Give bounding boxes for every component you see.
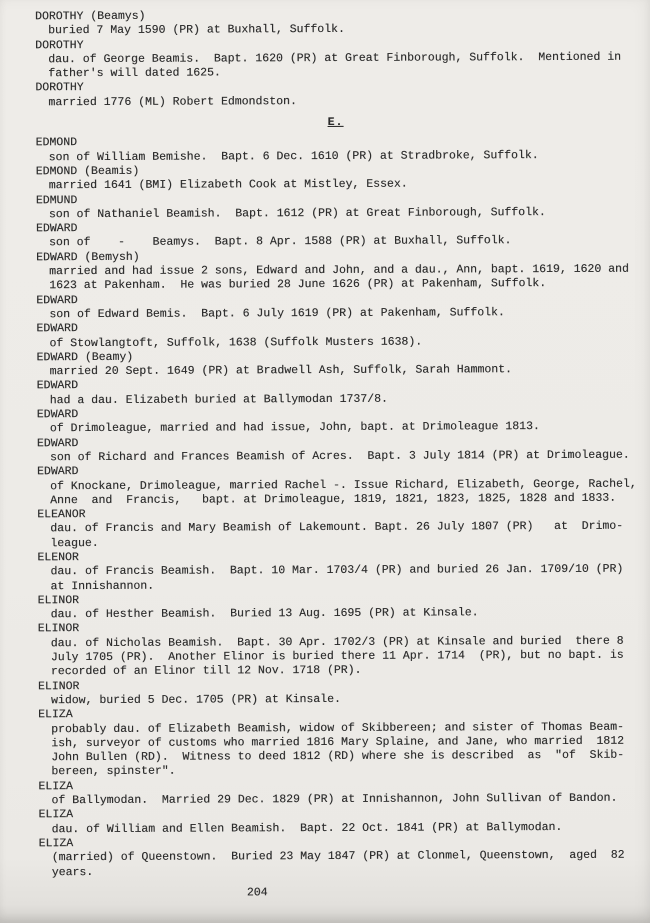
genealogy-entry (2, 406, 650, 437)
entry-name: EDWARD (36, 408, 79, 422)
genealogy-entry (1, 191, 650, 222)
genealogy-entry (2, 506, 650, 552)
genealogy-entry (1, 134, 650, 165)
entry-name: ELIZA (38, 708, 73, 722)
entry-line: dau. of Francis Beamish. Bapt. 10 Mar. 1703/4 (PR) and buried 26 Jan. 1709/10 (PR) (50, 562, 624, 579)
entry-line: son of William Bemishe. Bapt. 6 Dec. 1610 (PR) at Stradbroke, Suffolk. (48, 148, 539, 164)
entry-line: dau. of Nicholas Beamish. Bapt. 30 Apr. 1702/3 (PR) at Kinsale and buried there 8 (50, 634, 624, 650)
entry-line: son of Richard and Frances Beamish of Acres. Bapt. 3 July 1814 (PR) at Drimoleague. (49, 448, 630, 465)
entry-name: EDWARD (36, 293, 78, 307)
entry-line: married 20 Sept. 1649 (PR) at Bradwell Ash, Suffolk, Sarah Hammont. (49, 363, 512, 379)
entry-line: probably dau. of Elizabeth Beamish, widow of Skibbereen; and sister of Thomas Beam- (51, 720, 624, 736)
genealogy-entry (3, 806, 650, 837)
genealogy-entry (3, 677, 650, 708)
entry-line: son of - Beamys. Bapt. 8 Apr. 1588 (PR) at Buxhall, Suffolk. (48, 234, 512, 250)
genealogy-entry (1, 220, 650, 251)
genealogy-entry (3, 706, 650, 780)
entry-name: EDWARD (36, 322, 78, 336)
entry-name: ELIZA (38, 779, 73, 793)
entry-name: ELENOR (37, 551, 79, 565)
genealogy-entry (3, 620, 650, 680)
entry-name: ELINOR (37, 593, 80, 608)
entry-name: EDWARD (35, 222, 78, 236)
entry-line: dau. of George Beamis. Bapt. 1620 (PR) at Great Finborough, Suffolk. Mentioned in (48, 50, 622, 67)
entry-line: (married) of Queenstown. Buried 23 May 1847 (PR) at Clonmel, Queenstown, aged 82 (51, 848, 625, 865)
entry-name: EDWARD (36, 379, 79, 393)
genealogy-entry (1, 348, 650, 379)
entry-line: Anne and Francis, bapt. at Drimoleague, 1819, 1821, 1823, 1825, 1828 and 1833. (50, 491, 617, 508)
genealogy-entry (1, 291, 650, 322)
entry-name: DOROTHY (35, 81, 84, 95)
entry-list-top (0, 8, 650, 111)
entry-line: dau. of Francis and Mary Beamish of Lakemount. Bapt. 26 July 1807 (PR) at Drimo- (50, 520, 624, 536)
entry-line: years. (51, 865, 94, 879)
entry-line: dau. of Hesther Beamish. Buried 13 Aug. 1695 (PR) at Kinsale. (50, 606, 479, 622)
entry-list-main (1, 134, 650, 880)
entry-line: recorded of an Elinor till 12 Nov. 1718 (PR). (50, 664, 362, 679)
entry-line: married and had issue 2 sons, Edward and John, and a dau., Ann, bapt. 1619, 1620 and (49, 262, 629, 279)
entry-line: July 1705 (PR). Another Elinor is buried there 11 Apr. 1714 (PR), but no bapt. is (50, 648, 624, 665)
entry-name: EDWARD (Bemysh) (36, 250, 140, 265)
genealogy-entry (2, 434, 650, 465)
genealogy-entry (1, 248, 650, 294)
entry-line: 1623 at Pakenham. He was buried 28 June 1626 (PR) at Pakenham, Suffolk. (49, 277, 547, 293)
section-heading: E. (327, 115, 344, 130)
entry-line: married 1641 (BMI) Elizabeth Cook at Mistley, Essex. (48, 177, 408, 193)
entry-name: EDWARD (36, 465, 79, 479)
entry-name: EDWARD (Beamy) (36, 350, 134, 365)
entry-line: at Innishannon. (50, 579, 155, 593)
entry-name: ELEANOR (37, 508, 86, 522)
genealogy-entry (1, 320, 650, 351)
genealogy-entry (4, 834, 650, 880)
entry-name: ELINOR (37, 679, 80, 693)
entry-line: dau. of William and Ellen Beamish. Bapt. 22 Oct. 1841 (PR) at Ballymodan. (51, 820, 563, 836)
entry-line: bereen, spinster". (51, 765, 176, 779)
genealogy-entry (2, 549, 650, 595)
entry-line: of Drimoleague, married and had issue, John, bapt. at Drimoleague 1813. (49, 420, 540, 436)
entry-name: EDMOND (Beamis) (35, 164, 140, 179)
entry-line: buried 7 May 1590 (PR) at Buxhall, Suffolk. (48, 23, 345, 38)
entry-line: ish, surveyor of customs who married 1816 Mary Splaine, and Jane, who married 1812 (51, 734, 625, 751)
genealogy-entry (3, 591, 650, 622)
entry-line: son of Nathaniel Beamish. Bapt. 1612 (PR) at Great Finborough, Suffolk. (48, 205, 546, 222)
entry-line: widow, buried 5 Dec. 1705 (PR) at Kinsale. (50, 692, 341, 708)
entry-line: father's will dated 1625. (48, 66, 221, 81)
genealogy-entry (0, 36, 650, 82)
entry-line: league. (50, 536, 99, 550)
genealogy-entry (3, 777, 650, 808)
entry-name: ELIZA (38, 837, 74, 851)
entry-line: of Stowlangtoft, Suffolk, 1638 (Suffolk Musters 1638). (49, 335, 423, 350)
section-heading-row (0, 115, 650, 132)
entry-name: DOROTHY (Beamys) (35, 9, 146, 24)
entry-line: of Ballymodan. Married 29 Dec. 1829 (PR) at Innishannon, John Sullivan of Bandon. (51, 791, 618, 808)
entry-line: married 1776 (ML) Robert Edmondston. (48, 94, 297, 109)
entry-line: of Knockane, Drimoleague, married Rachel -. Issue Richard, Elizabeth, George, Rachel, (50, 477, 637, 493)
page-content (0, 8, 650, 902)
entry-line: John Bullen (RD). Witness to deed 1812 (RD) where she is described as "of Skib- (51, 748, 625, 765)
genealogy-entry (2, 463, 650, 509)
entry-name: EDMOND (35, 136, 78, 150)
genealogy-entry (2, 377, 650, 408)
entry-name: EDMUND (35, 193, 78, 207)
entry-line: son of Edward Bemis. Bapt. 6 July 1619 (PR) at Pakenham, Suffolk. (49, 306, 505, 322)
entry-name: DOROTHY (35, 38, 84, 52)
genealogy-entry (0, 79, 650, 110)
entry-name: ELIZA (38, 808, 74, 822)
genealogy-entry (1, 163, 650, 194)
entry-name: ELINOR (37, 622, 80, 636)
page-number: 204 (246, 886, 268, 900)
genealogy-entry (0, 8, 650, 39)
entry-line: had a dau. Elizabeth buried at Ballymodan 1737/8. (49, 392, 388, 407)
entry-name: EDWARD (36, 436, 79, 450)
